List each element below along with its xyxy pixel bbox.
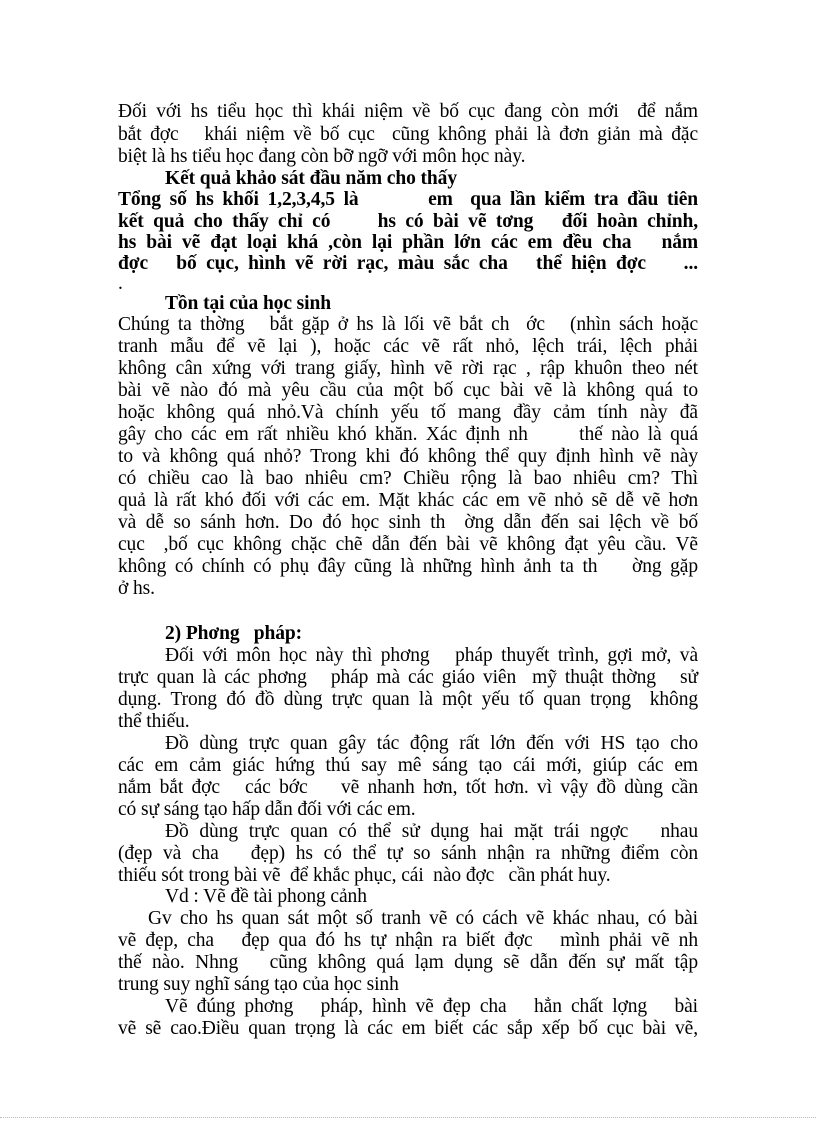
section-heading: Kết quả khảo sát đầu năm cho thấy (165, 168, 457, 189)
section-heading: Tồn tại của học sinh (165, 293, 331, 314)
stray-dot: . (118, 273, 123, 294)
bold-paragraph-line: kết quả cho thấy chỉ có hs có bài vẽ tơng đối hoàn chỉnh, (118, 211, 698, 232)
paragraph-line: Đối với môn học này thì phơng pháp thuyết trình, gợi mở, và (165, 645, 698, 666)
paragraph-line: các em cảm giác hứng thú say mê sáng tạo cái mới, giúp các em (118, 755, 698, 776)
bold-paragraph-line: hs bài vẽ đạt loại khá ,còn lại phần lớn các em đều cha nắm (118, 232, 698, 253)
paragraph-line: bắt đợc khái niệm về bố cục cũng không phải là đơn giản mà đặc (118, 124, 698, 145)
paragraph-line: hoặc không quá nhỏ.Và chính yếu tố mang đầy cảm tính này đã (118, 402, 698, 423)
paragraph-line: (đẹp và cha đẹp) hs có thể tự so sánh nhận ra những điểm còn (118, 843, 698, 864)
paragraph-line: Đồ dùng trực quan gây tác động rất lớn đến với HS tạo cho (165, 733, 698, 754)
paragraph-line: quả là rất khó đối với các em. Mặt khác các em vẽ nhỏ sẽ dễ vẽ hơn (118, 490, 698, 511)
paragraph-line: vẽ sẽ cao.Điều quan trọng là các em biết các sắp xếp bố cục bài vẽ, (118, 1018, 698, 1039)
paragraph-line: trung suy nghĩ sáng tạo của học sinh (118, 974, 399, 995)
bold-paragraph-line: Tổng số hs khối 1,2,3,4,5 là em qua lần kiểm tra đầu tiên (118, 189, 698, 210)
paragraph-line: tranh mẫu để vẽ lại ), hoặc các vẽ rất nhỏ, lệch trái, lệch phải (118, 336, 698, 357)
paragraph-line: ở hs. (118, 578, 155, 599)
paragraph-line: thể thiếu. (118, 711, 190, 732)
paragraph-line: có chiều cao là bao nhiêu cm? Chiều rộng là bao nhiêu cm? Thì (118, 468, 698, 489)
paragraph-line: Gv cho hs quan sát một số tranh vẽ có cách vẽ khác nhau, có bài (148, 908, 698, 929)
paragraph-line: và dễ so sánh hơn. Do đó học sinh th ờng dẫn đến sai lệch về bố (118, 512, 698, 533)
section-heading: 2) Phơng pháp: (165, 623, 303, 644)
paragraph-line: Đồ dùng trực quan có thể sử dụng hai mặt trái ngợc nhau (165, 821, 698, 842)
paragraph-line: to và không quá nhỏ? Trong khi đó không thể quy định hình vẽ này (118, 446, 698, 467)
paragraph-line: vẽ đẹp, cha đẹp qua đó hs tự nhận ra biết đợc mình phải vẽ nh (118, 930, 698, 951)
paragraph-line: Đối với hs tiểu học thì khái niệm về bố cục đang còn mới để nắm (118, 101, 698, 122)
page-bottom-divider (0, 1117, 816, 1118)
bold-paragraph-line: đợc bố cục, hình vẽ rời rạc, màu sắc cha thể hiện đợc ... (118, 253, 698, 274)
paragraph-line: gây cho các em rất nhiều khó khăn. Xác định nh thế nào là quá (118, 424, 698, 445)
paragraph-line: không có chính có phụ đây cũng là những hình ảnh ta th ờng gặp (118, 556, 698, 577)
paragraph-line: có sự sáng tạo hấp dẫn đối với các em. (118, 799, 416, 820)
paragraph-line: thiếu sót trong bài vẽ để khắc phục, cái nào đợc cần phát huy. (118, 865, 611, 886)
paragraph-line: không cân xứng với trang giấy, hình vẽ rời rạc , rập khuôn theo nét (118, 358, 698, 379)
paragraph-line: bài vẽ nào đó mà yêu cầu của một bố cục bài vẽ là không quá to (118, 380, 698, 401)
paragraph-line: Vẽ đúng phơng pháp, hình vẽ đẹp cha hẳn chất lợng bài (165, 996, 698, 1017)
paragraph-line: biệt là hs tiểu học đang còn bỡ ngỡ với môn học này. (118, 146, 526, 167)
example-line: Vd : Vẽ đề tài phong cảnh (165, 886, 367, 907)
paragraph-line: thế nào. Nhng cũng không quá lạm dụng sẽ dẫn đến sự mất tập (118, 952, 698, 973)
paragraph-line: trực quan là các phơng pháp mà các giáo viên mỹ thuật thờng sử (118, 667, 698, 688)
paragraph-line: nắm bắt đợc các bớc vẽ nhanh hơn, tốt hơn. vì vậy đồ dùng cần (118, 777, 698, 798)
paragraph-line: Chúng ta thờng bắt gặp ở hs là lối vẽ bắt ch ớc (nhìn sách hoặc (118, 314, 698, 335)
paragraph-line: dụng. Trong đó đồ dùng trực quan là một yếu tố quan trọng không (118, 689, 698, 710)
paragraph-line: cục ,bố cục không chặc chẽ dẫn đến bài vẽ không đạt yêu cầu. Vẽ (118, 534, 698, 555)
